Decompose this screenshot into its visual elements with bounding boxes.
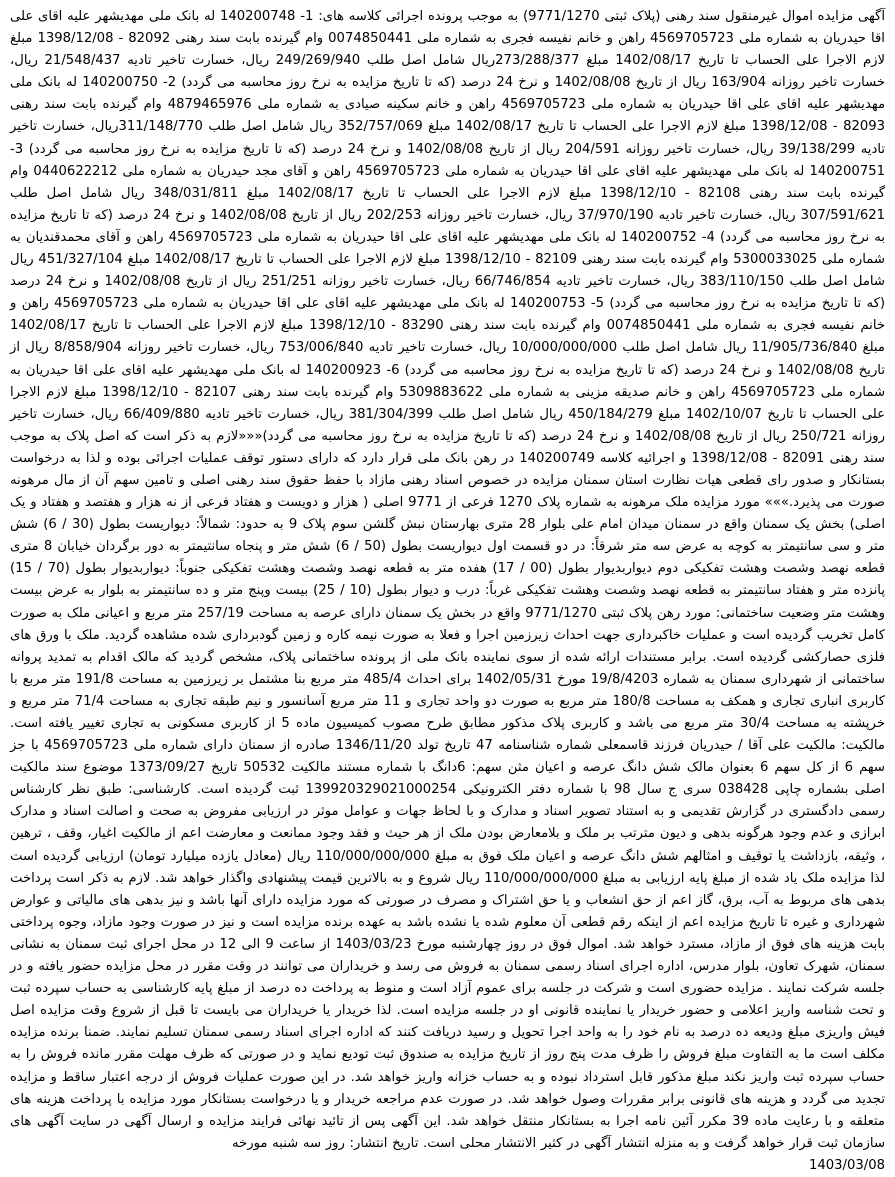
publication-date: 1403/03/08 <box>808 1157 885 1173</box>
notice-body: آگهی مزایده اموال غیرمنقول سند رهنی (پلاک ثبتی 9771/1270) به موجب پرونده اجرائی کلاسه های: 1- 140200748 له بانک ملی مهدیشهر علیه اقای علی اقا حیدریان به شماره ملی 4569705723 راهن و خانم نفیسه فجری به شماره ملی 0074850441 وام گیرنده بابت سند رهنی 82092 - 1398/12/08 مبلغ لازم الاجرا علی الحساب تا تاریخ 1402/08/17 مبلغ 273/288/377ریال شامل اصل طلب 249/269/940 ریال، خسارت تاخیر تادیه 21/548/437 ریال، خسارت تاخیر روزانه 163/904 ریال از تاریخ 1402/08/08 و نرخ 24 درصد (که تا تاریخ مزایده به نرخ روز محاسبه می گردد) 2- 140200750 له بانک ملی مهدیشهر علیه اقای علی اقا حیدریان به شماره ملی 4569705723 راهن و خانم سکینه صیادی به شماره ملی 4879465976 وام گیرنده بابت سند رهنی 82093 - 1398/12/08 مبلغ لازم الاجرا علی الحساب تا تاریخ 1402/08/17 مبلغ 352/757/069 ریال شامل اصل طلب 311/148/770ریال، خسارت تاخیر تادیه 39/138/299 ریال، خسارت تاخیر روزانه 204/591 ریال از تاریخ 1402/08/08 و نرخ 24 درصد (که تا تاریخ مزایده به نرخ روز محاسبه می گردد) 3- 140200751 له بانک ملی مهدیشهر علیه اقای علی اقا حیدریان به شماره ملی 4569705723 راهن و آقای مجد حیدریان به شماره ملی 0440622212 وام گیرنده بابت سند رهنی 82108 - 1398/12/10 مبلغ لازم الاجرا علی الحساب تا تاریخ 1402/08/17 مبلغ 348/031/811 ریال شامل اصل طلب 307/591/621 ریال، خسارت تاخیر تادیه 37/970/190 ریال، خسارت تاخیر روزانه 202/253 ریال از تاریخ 1402/08/08 و نرخ 24 درصد (که تا تاریخ مزایده به نرخ روز محاسبه می گردد) 4- 140200752 له بانک ملی مهدیشهر علیه اقای علی اقا حیدریان به شماره ملی 4569705723 راهن و آقای محمدقندیان به شماره ملی 5300033025 وام گیرنده بابت سند رهنی 82109 - 1398/12/10 مبلغ لازم الاجرا علی الحساب تا تاریخ 1402/08/17 مبلغ 451/327/104 ریال شامل اصل طلب 383/110/150 ریال، خسارت تاخیر تادیه 66/746/854 ریال، خسارت تاخیر روزانه 251/251 ریال از تاریخ 1402/08/08 و نرخ 24 درصد (که تا تاریخ مزایده به نرخ روز محاسبه می گردد) 5- 140200753 له بانک ملی مهدیشهر علیه اقای علی اقا حیدریان به شماره ملی 4569705723 راهن و خانم نفیسه فجری به شماره ملی 0074850441 وام گیرنده بابت سند رهنی 83290 - 1398/12/10 مبلغ لازم الاجرا علی الحساب تا تاریخ 1402/08/17 مبلغ 11/905/736/840 ریال شامل اصل طلب 10/000/000/000 ریال، خسارت تاخیر تادیه 753/006/840 ریال، خسارت تاخیر روزانه 8/858/904 ریال از تاریخ 1402/08/08 و نرخ 24 درصد (که تا تاریخ مزایده به نرخ روز محاسبه می گردد) 6- 140200923 له بانک ملی مهدیشهر علیه اقای علی اقا حیدریان به شماره ملی 4569705723 راهن و خانم صدیقه مزینی به شماره ملی 5309883622 وام گیرنده بابت سند رهنی 82107 - 1398/12/10 مبلغ لازم الاجرا علی الحساب تا تاریخ 1402/10/07 مبلغ 450/184/279 ریال شامل اصل طلب 381/304/399 ریال، خسارت تاخیر تادیه 66/409/880 ریال، خسارت تاخیر روزانه 250/721 ریال از تاریخ 1402/08/08 و نرخ 24 درصد (که تا تاریخ مزایده به نرخ روز محاسبه می گردد)«««لازم به ذکر است که اصل پلاک به موجب سند رهنی 82091 - 1398/12/08 و اجرائیه کلاسه 140200749 در رهن بانک ملی قرار دارد که دارای دستور توقف عملیات اجرائی بوده و لذا به درخواست بستانکار و صدور رای قطعی هیات نظارت استان سمنان مزایده در خصوص اسناد رهنی مازاد با حفظ حقوق سند رهنی اصلی و تامین سهم آن از مال مرهونه صورت می پذیرد.»»» مورد مزایده ملک مرهونه به شماره پلاک 1270 فرعی از 9771 اصلی ( هزار و دویست و هفتاد فرعی از نه هزار و هفتصد و هفتاد و یک اصلی) بخش یک سمنان واقع در سمنان میدان امام علی بلوار 28 متری بهارستان نبش گلشن سوم پلاک 9 به حدود: شمالاً: دیواریست بطول (30 / 6) شش متر و سی سانتیمتر به کوچه به عرض سه متر شرقاً: در دو قسمت اول دیواریست بطول (50 / 6) شش متر و پنجاه سانتیمتر به دور برگردان خیابان 8 متری قطعه نهصد وشصت وهشت تفکیکی دوم دیواربدیوار بطول (00 / 17) هفده متر به قطعه نهصد وشصت وهشت تفکیکی جنوباً: دیواربدیوار بطول (70 / 15) پانزده متر و هفتاد سانتیمتر به قطعه نهصد وشصت وهشت تفکیکی غرباً: درب و دیوار بطول (10 / 25) بیست وپنج متر و ده سانتیمتر به بلوار به عرض بیست وهشت متر وضعیت ساختمانی: مورد رهن پلاک ثبتی 9771/1270 واقع در بخش یک سمنان دارای عرصه به مساحت 257/19 متر مربع و اعیانی ملک به صورت کامل تخریب گردیده است و عملیات خاکبرداری جهت احداث زیرزمین اجرا و فعلا به صورت نیمه کاره و زمین گودبرداری شده مشاهده گردید. ملک با ورق های فلزی حصارکشی گردیده است. برابر مستندات ارائه شده از سوی نماینده بانک ملی از پرونده ساختمانی پلاک، مشخص گردید که مالک اقدام به تمدید پروانه ساختمانی از شهرداری سمنان به شماره 19/8/4203 مورخ 1402/05/31 برای احداث 485/4 متر مربع بنا مشتمل بر زیرزمین به مساحت 191/8 متر مربع با کاربری انباری تجاری و همکف به مساحت 180/8 متر مربع به صورت دو واحد تجاری و 11 متر مربع آسانسور و نیم طبقه تجاری به مساحت 71/4 متر مربع و خرپشته به مساحت 30/4 متر مربع می باشد و کاربری پلاک مذکور مطابق طرح مصوب کمیسیون ماده 5 از کاربری مسکونی به تجاری تغییر یافته است. مالکیت: مالکیت علی آقا / حیدریان فرزند قاسمعلی شماره شناسنامه 47 تاریخ تولد 1346/11/20 صادره از سمنان دارای شماره ملی 4569705723 با جز سهم 6 از کل سهم 6 بعنوان مالک شش دانگ عرصه و اعیان مثن سهم: 6دانگ با شماره مستند مالکیت 50532 تاریخ 1373/09/27 موضوع سند مالکیت اصلی بشماره چاپی 038428 سری ج سال 98 با شماره دفتر الکترونیکی 139920329021000254 ثبت گردیده است. کارشناسی: طبق نظر کارشناس رسمی دادگستری در گزارش تقدیمی و به استناد تصویر اسناد و مدارک و با لحاظ جهات و عوامل موثر در ارزیابی مفروض به صحت و اصالت اسناد و مدارک ابرازی و عدم وجود هرگونه بدهی و دیون مترتب بر ملک و بلامعارض بودن ملک از هر حیث و فقد وجود ممانعت و معارضت اعم از مالکیت اغیار، وقف ، ترهین ، وثیقه، بازداشت یا توقیف و امثالهم شش دانگ عرصه و اعیان ملک فوق به مبلغ 110/000/000/000 ریال (معادل یازده میلیارد تومان) ارزیابی گردیده است لذا مزایده ملک یاد شده از مبلغ پایه ارزیابی به مبلغ 110/000/000/000 ریال شروع و به بالاترین قیمت پیشنهادی واگذار خواهد شد. لازم به ذکر است پرداخت بدهی های مربوط به آب، برق، گاز اعم از حق انشعاب و یا حق اشتراک و مصرف در صورتی که مورد مزایده دارای آنها باشد و نیز بدهی های مالیاتی و عوارض شهرداری و غیره تا تاریخ مزایده اعم از اینکه رقم قطعی آن معلوم شده یا نشده باشد به عهده برنده مزایده است و نیز در صورت وجود مازاد، وجوه پرداختی بابت هزینه های فوق از مازاد، مسترد خواهد شد. اموال فوق در روز چهارشنبه مورخ 1403/03/23 از ساعت 9 الی 12 در محل اجرای ثبت سمنان به نشانی سمنان، شهرک تعاون، بلوار مدرس، اداره اجرای اسناد رسمی سمنان به فروش می رسد و خریداران می توانند در وقت مقرر در محل مزایده حضور یافته و در جلسه شرکت نمایند . مزایده حضوری است و شرکت در جلسه برای عموم آزاد است و منوط به پرداخت ده درصد از مبلغ پایه کارشناسی به حساب سپرده ثبت و تحت شناسه واریز اعلامی و حضور خریدار یا نماینده قانونی او در جلسه مزایده است. لذا خریدار یا خریداران می بایست تا قبل از شروع وقت مزایده اصل فیش واریزی مبلغ ودیعه ده درصد به نام خود را به واحد اجرا تحویل و رسید دریافت کنند که اداره اجرای اسناد رسمی سمنان تسلیم نمایند. ضمنا برنده مزایده مکلف است ما به التفاوت مبلغ فروش را ظرف مدت پنج روز از تاریخ مزایده به صندوق ثبت تودیع نماید و در صورتی که ظرف مهلت مقرر مانده فروش را به حساب سپرده ثبت واریز نکند مبلغ مذکور قابل استرداد نبوده و به حساب خزانه واریز خواهد شد. در این صورت عملیات فروش از درجه اعتبار ساقط و مزایده تجدید می گردد و هزینه های قانونی برابر مقررات وصول خواهد شد. در صورت عدم مراجعه خریدار و یا درخواست بستانکار مورد مزایده با پرداخت هزینه های متعلقه و با رعایت ماده 39 مکرر آئین نامه اجرا به بستانکار منتقل خواهد شد. این آگهی پس از تائید نهائی فرایند مزایده و ارسال آگهی در سایت آگهی های سازمان ثبت قرار خواهد گرفت و به منزله انتشار آگهی در کثیر الانتشار محلی است. تاریخ انتشار: روز سه شنبه مورخه <box>10 9 886 1151</box>
